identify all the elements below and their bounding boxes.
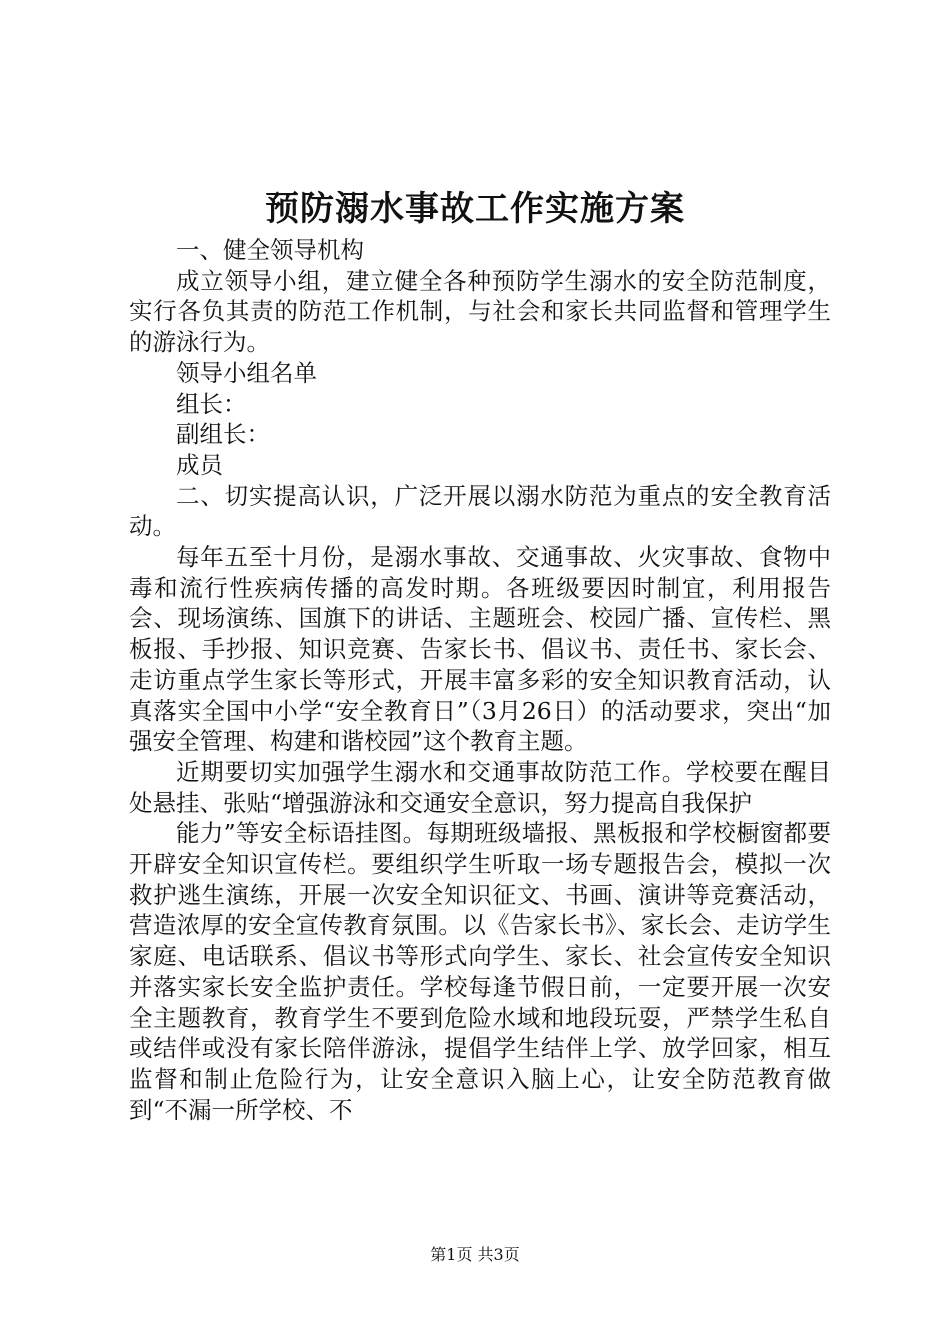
paragraph: 近期要切实加强学生溺水和交通事故防范工作。学校要在醒目处悬挂、张贴“增强游泳和交通安全意识，努力提高自我保护	[129, 757, 831, 817]
members-field: 成员	[176, 450, 223, 479]
leader-field: 组长：	[176, 389, 247, 418]
paragraph: 每年五至十月份，是溺水事故、交通事故、火灾事故、食物中毒和流行性疾病传播的高发时期。各班级要因时制宜，利用报告会、现场演练、国旗下的讲话、主题班会、校园广播、宣传栏、黑板报、手抄报、知识竞赛、告家长书、倡议书、责任书、家长会、走访重点学生家长等形式，开展丰富多彩的安全知识教育活动，认真落实全国中小学“安全教育日”（3月26日）的活动要求，突出“加强安全管理、构建和谐校园”这个教育主题。	[129, 543, 831, 756]
paragraph: 能力”等安全标语挂图。每期班级墙报、黑板报和学校橱窗都要开辟安全知识宣传栏。要组织学生听取一场专题报告会，模拟一次救护逃生演练，开展一次安全知识征文、书画、演讲等竞赛活动，营造浓厚的安全宣传教育氛围。以《告家长书》、家长会、走访学生家庭、电话联系、倡议书等形式向学生、家长、社会宣传安全知识并落实家长安全监护责任。学校每逢节假日前，一定要开展一次安全主题教育，教育学生不要到危险水域和地段玩耍，严禁学生私自或结伴或没有家长陪伴游泳，提倡学生结伴上学、放学回家，相互监督和制止危险行为，让安全意识入脑上心，让安全防范教育做到“不漏一所学校、不	[129, 819, 831, 1124]
paragraph: 成立领导小组，建立健全各种预防学生溺水的安全防范制度，实行各负其责的防范工作机制，与社会和家长共同监督和管理学生的游泳行为。	[129, 266, 831, 357]
deputy-leader-field: 副组长：	[176, 420, 270, 449]
page-footer: 第1页 共3页	[430, 1245, 520, 1264]
document-title: 预防溺水事故工作实施方案	[265, 189, 685, 229]
section-heading-1: 一、健全领导机构	[176, 236, 364, 264]
document-body	[129, 235, 831, 1125]
section-heading-2: 二、切实提高认识，广泛开展以溺水防范为重点的安全教育活动。	[129, 481, 831, 541]
leader-list-heading: 领导小组名单	[176, 358, 317, 387]
